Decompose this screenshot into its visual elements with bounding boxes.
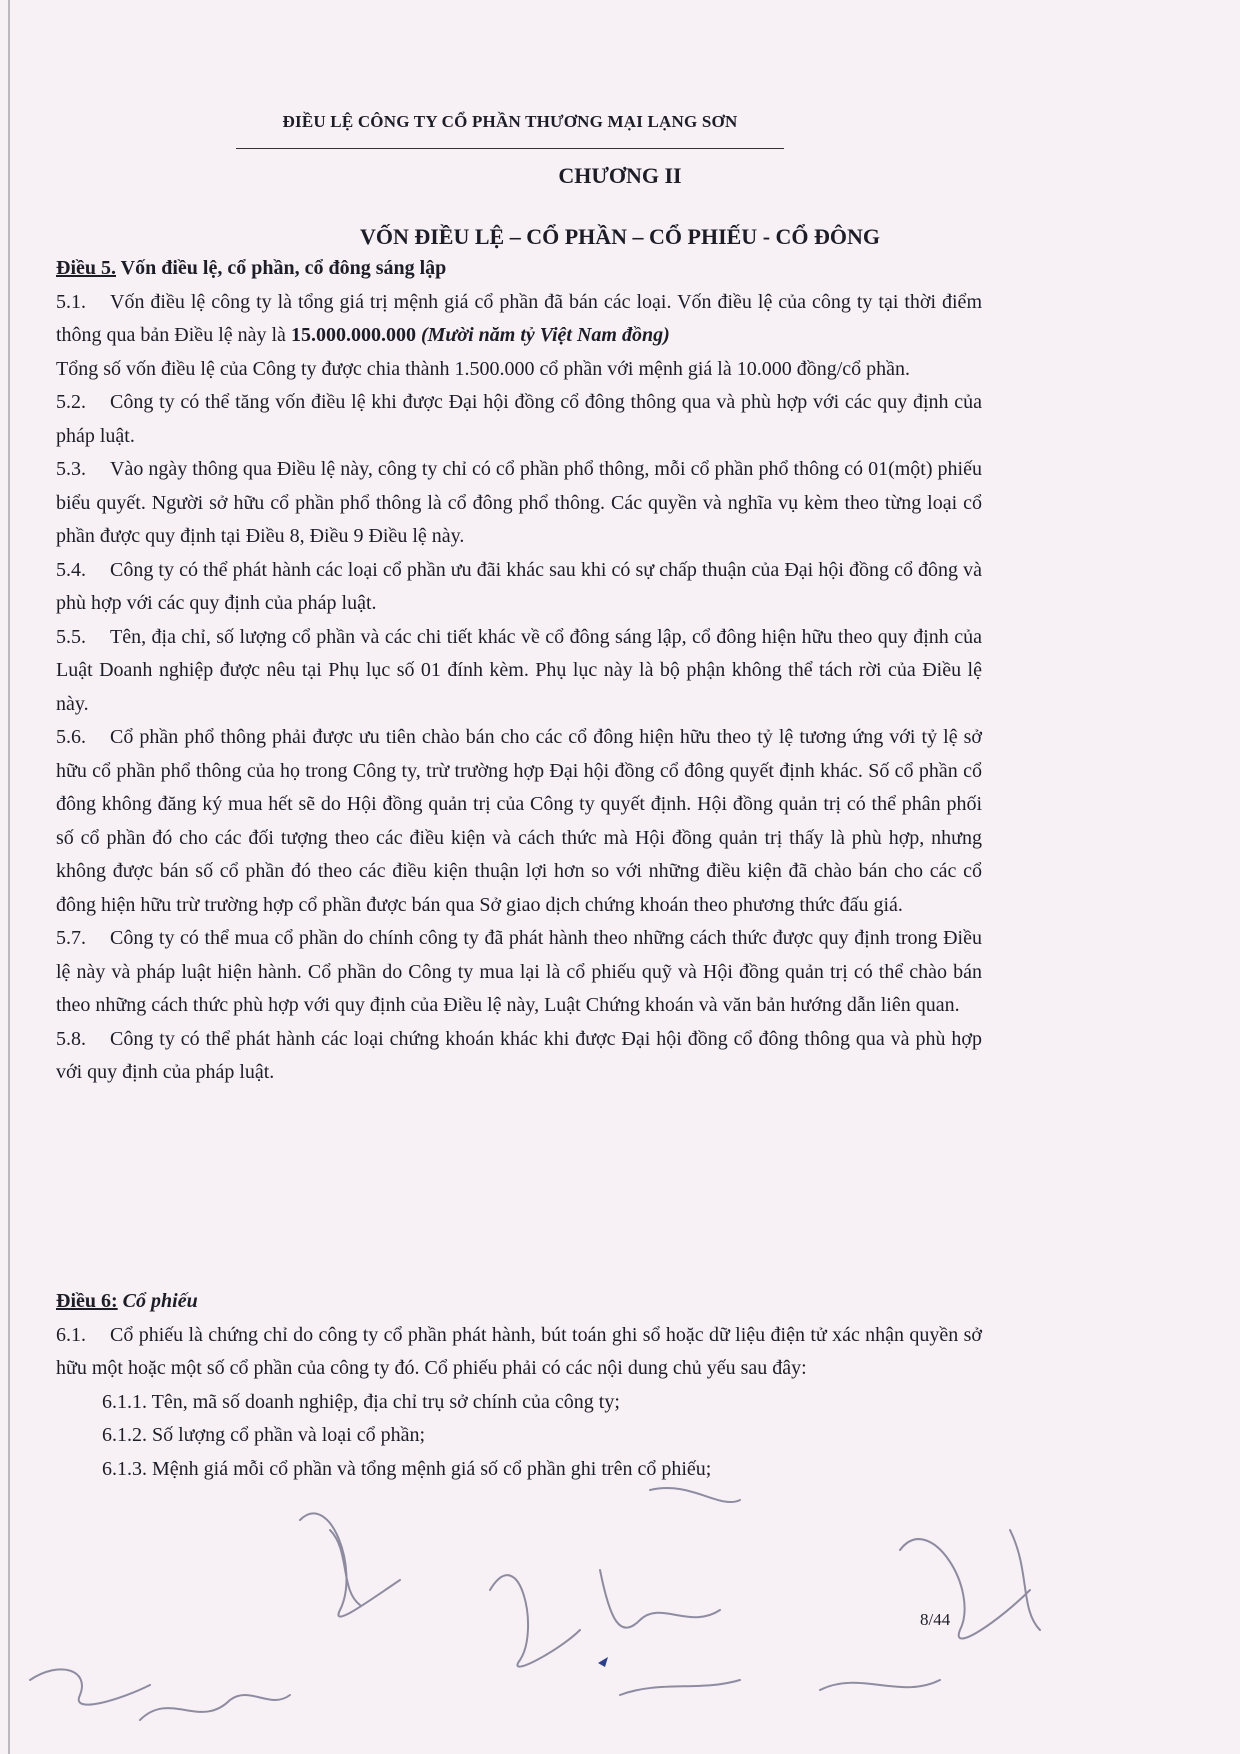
chapter-title: VỐN ĐIỀU LỆ – CỔ PHẦN – CỔ PHIẾU - CỔ ĐÔNG [359,224,881,249]
paragraph-5-1: 5.1. Vốn điều lệ công ty là tổng giá trị mệnh giá cổ phần đã bán các loại. Vốn điều lệ của công ty tại thời điểm thông qua bản Điều lệ này là 15.000.000.000 (Mười năm tỷ Việt Nam đồng) [56,290,982,346]
paragraph-6-1: 6.1. Cổ phiếu là chứng chỉ do công ty cổ phần phát hành, bút toán ghi sổ hoặc dữ liệu điện tử xác nhận quyền sở hữu một hoặc một số cổ phần của công ty đó. Cổ phiếu phải có các nội dung chủ yếu sau đây: [56,1323,982,1379]
article-6-heading: Điều 6: Cổ phiếu [56,1290,198,1312]
charter-capital-amount: 15.000.000.000 [290,324,416,346]
article-5-heading: Điều 5. Vốn điều lệ, cổ phần, cổ đông sáng lập [56,257,447,279]
paragraph-5-8: 5.8. Công ty có thể phát hành các loại chứng khoán khác khi được Đại hội đồng cổ đông thông qua và phù hợp với quy định của pháp luật. [56,1027,982,1083]
list-item: 6.1.1. Tên, mã số doanh nghiệp, địa chỉ trụ sở chính của công ty; [102,1390,620,1413]
page-number: 8/44 [920,1610,951,1629]
paragraph-5-2: 5.2. Công ty có thể tăng vốn điều lệ khi được Đại hội đồng cổ đông thông qua và phù hợp với các quy định của pháp luật. [56,391,982,447]
header-divider [236,148,784,149]
article-5 [56,252,982,1090]
chapter-number: CHƯƠNG II [558,163,682,188]
paragraph-5-5: 5.5. Tên, địa chỉ, số lượng cổ phần và các chi tiết khác về cổ đông sáng lập, cổ đông hiện hữu theo quy định của Luật Doanh nghiệp được nêu tại Phụ lục số 01 đính kèm. Phụ lục này là bộ phận không thể tách rời của Điều lệ này. [56,625,982,715]
paragraph-5-6: 5.6. Cổ phần phổ thông phải được ưu tiên chào bán cho các cổ đông hiện hữu theo tỷ lệ tương ứng với tỷ lệ sở hữu cổ phần phổ thông của họ trong Công ty, trừ trường hợp Đại hội đồng cổ đông quyết định khác. Số cổ phần cổ đông không đăng ký mua hết sẽ do Hội đồng quản trị của Công ty quyết định. Hội đồng quản trị có thể phân phối số cổ phần đó cho các đối tượng theo các điều kiện và cách thức mà Hội đồng quản trị thấy là phù hợp, nhưng không được bán số cổ phần đó theo các điều kiện thuận lợi hơn so với những điều kiện đã chào bán cho các cổ đông hiện hữu trừ trường hợp cổ phần được bán qua Sở giao dịch chứng khoán theo phương thức đấu giá. [56,726,982,916]
paragraph-5-1-shares: Tổng số vốn điều lệ của Công ty được chia thành 1.500.000 cổ phần với mệnh giá là 10.000 đồng/cổ phần. [56,357,911,380]
list-item: 6.1.3. Mệnh giá mỗi cổ phần và tổng mệnh giá số cổ phần ghi trên cổ phiếu; [102,1457,712,1480]
paragraph-5-7: 5.7. Công ty có thể mua cổ phần do chính công ty đã phát hành theo những cách thức được quy định trong Điều lệ này và pháp luật hiện hành. Cổ phần do Công ty mua lại là cổ phiếu quỹ và Hội đồng quản trị có thể chào bán theo những cách thức phù hợp với quy định của Điều lệ này, Luật Chứng khoán và văn bản hướng dẫn liên quan. [56,927,982,1016]
paragraph-5-3: 5.3. Vào ngày thông qua Điều lệ này, công ty chỉ có cổ phần phổ thông, mỗi cổ phần phổ thông có 01(một) phiếu biểu quyết. Người sở hữu cổ phần phổ thông là cổ đông phổ thông. Các quyền và nghĩa vụ kèm theo từng loại cổ phần được quy định tại Điều 8, Điều 9 Điều lệ này. [56,458,982,547]
article-6 [56,1285,982,1486]
list-item: 6.1.2. Số lượng cổ phần và loại cổ phần; [102,1424,426,1446]
document-header: ĐIỀU LỆ CÔNG TY CỔ PHẦN THƯƠNG MẠI LẠNG SƠN [282,112,738,131]
scan-edge-line [8,0,10,1754]
paragraph-5-4: 5.4. Công ty có thể phát hành các loại cổ phần ưu đãi khác sau khi có sự chấp thuận của Đại hội đồng cổ đông và phù hợp với các quy định của pháp luật. [56,558,982,614]
